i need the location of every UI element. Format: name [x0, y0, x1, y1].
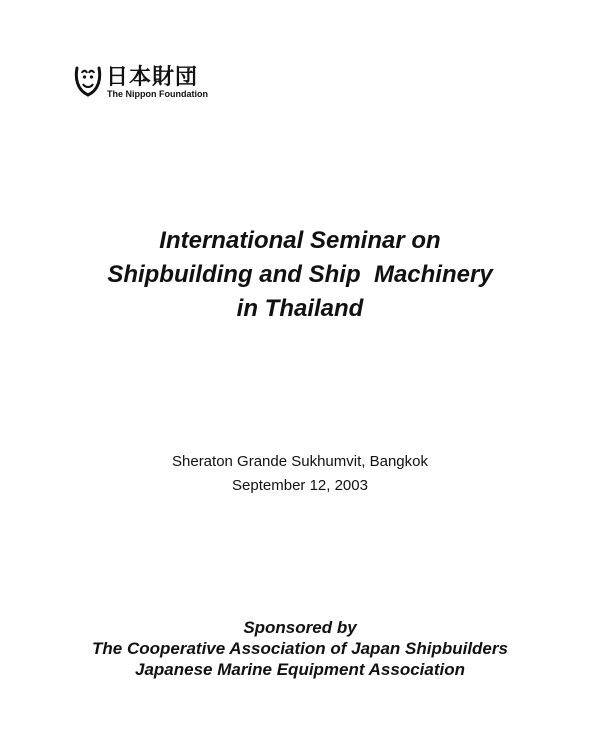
- seminar-title: [20, 224, 580, 326]
- sponsor-heading: Sponsored by: [243, 618, 357, 637]
- nippon-foundation-face-icon: [74, 64, 102, 98]
- title-line-3: in Thailand: [236, 295, 364, 322]
- nippon-foundation-logo: [74, 64, 234, 104]
- logo-japanese-text: 日本財団: [106, 65, 199, 90]
- logo-english-text: The Nippon Foundation: [107, 89, 208, 99]
- venue-date: September 12, 2003: [232, 477, 368, 494]
- title-line-2: Shipbuilding and Ship Machinery: [107, 261, 493, 288]
- sponsor-org-2: Japanese Marine Equipment Association: [134, 660, 465, 679]
- sponsor-block: [10, 617, 590, 680]
- title-line-1: International Seminar on: [159, 227, 441, 254]
- sponsor-org-1: The Cooperative Association of Japan Shipbuilders: [92, 639, 508, 658]
- venue-location: Sheraton Grande Sukhumvit, Bangkok: [172, 453, 428, 470]
- venue-block: [60, 450, 540, 498]
